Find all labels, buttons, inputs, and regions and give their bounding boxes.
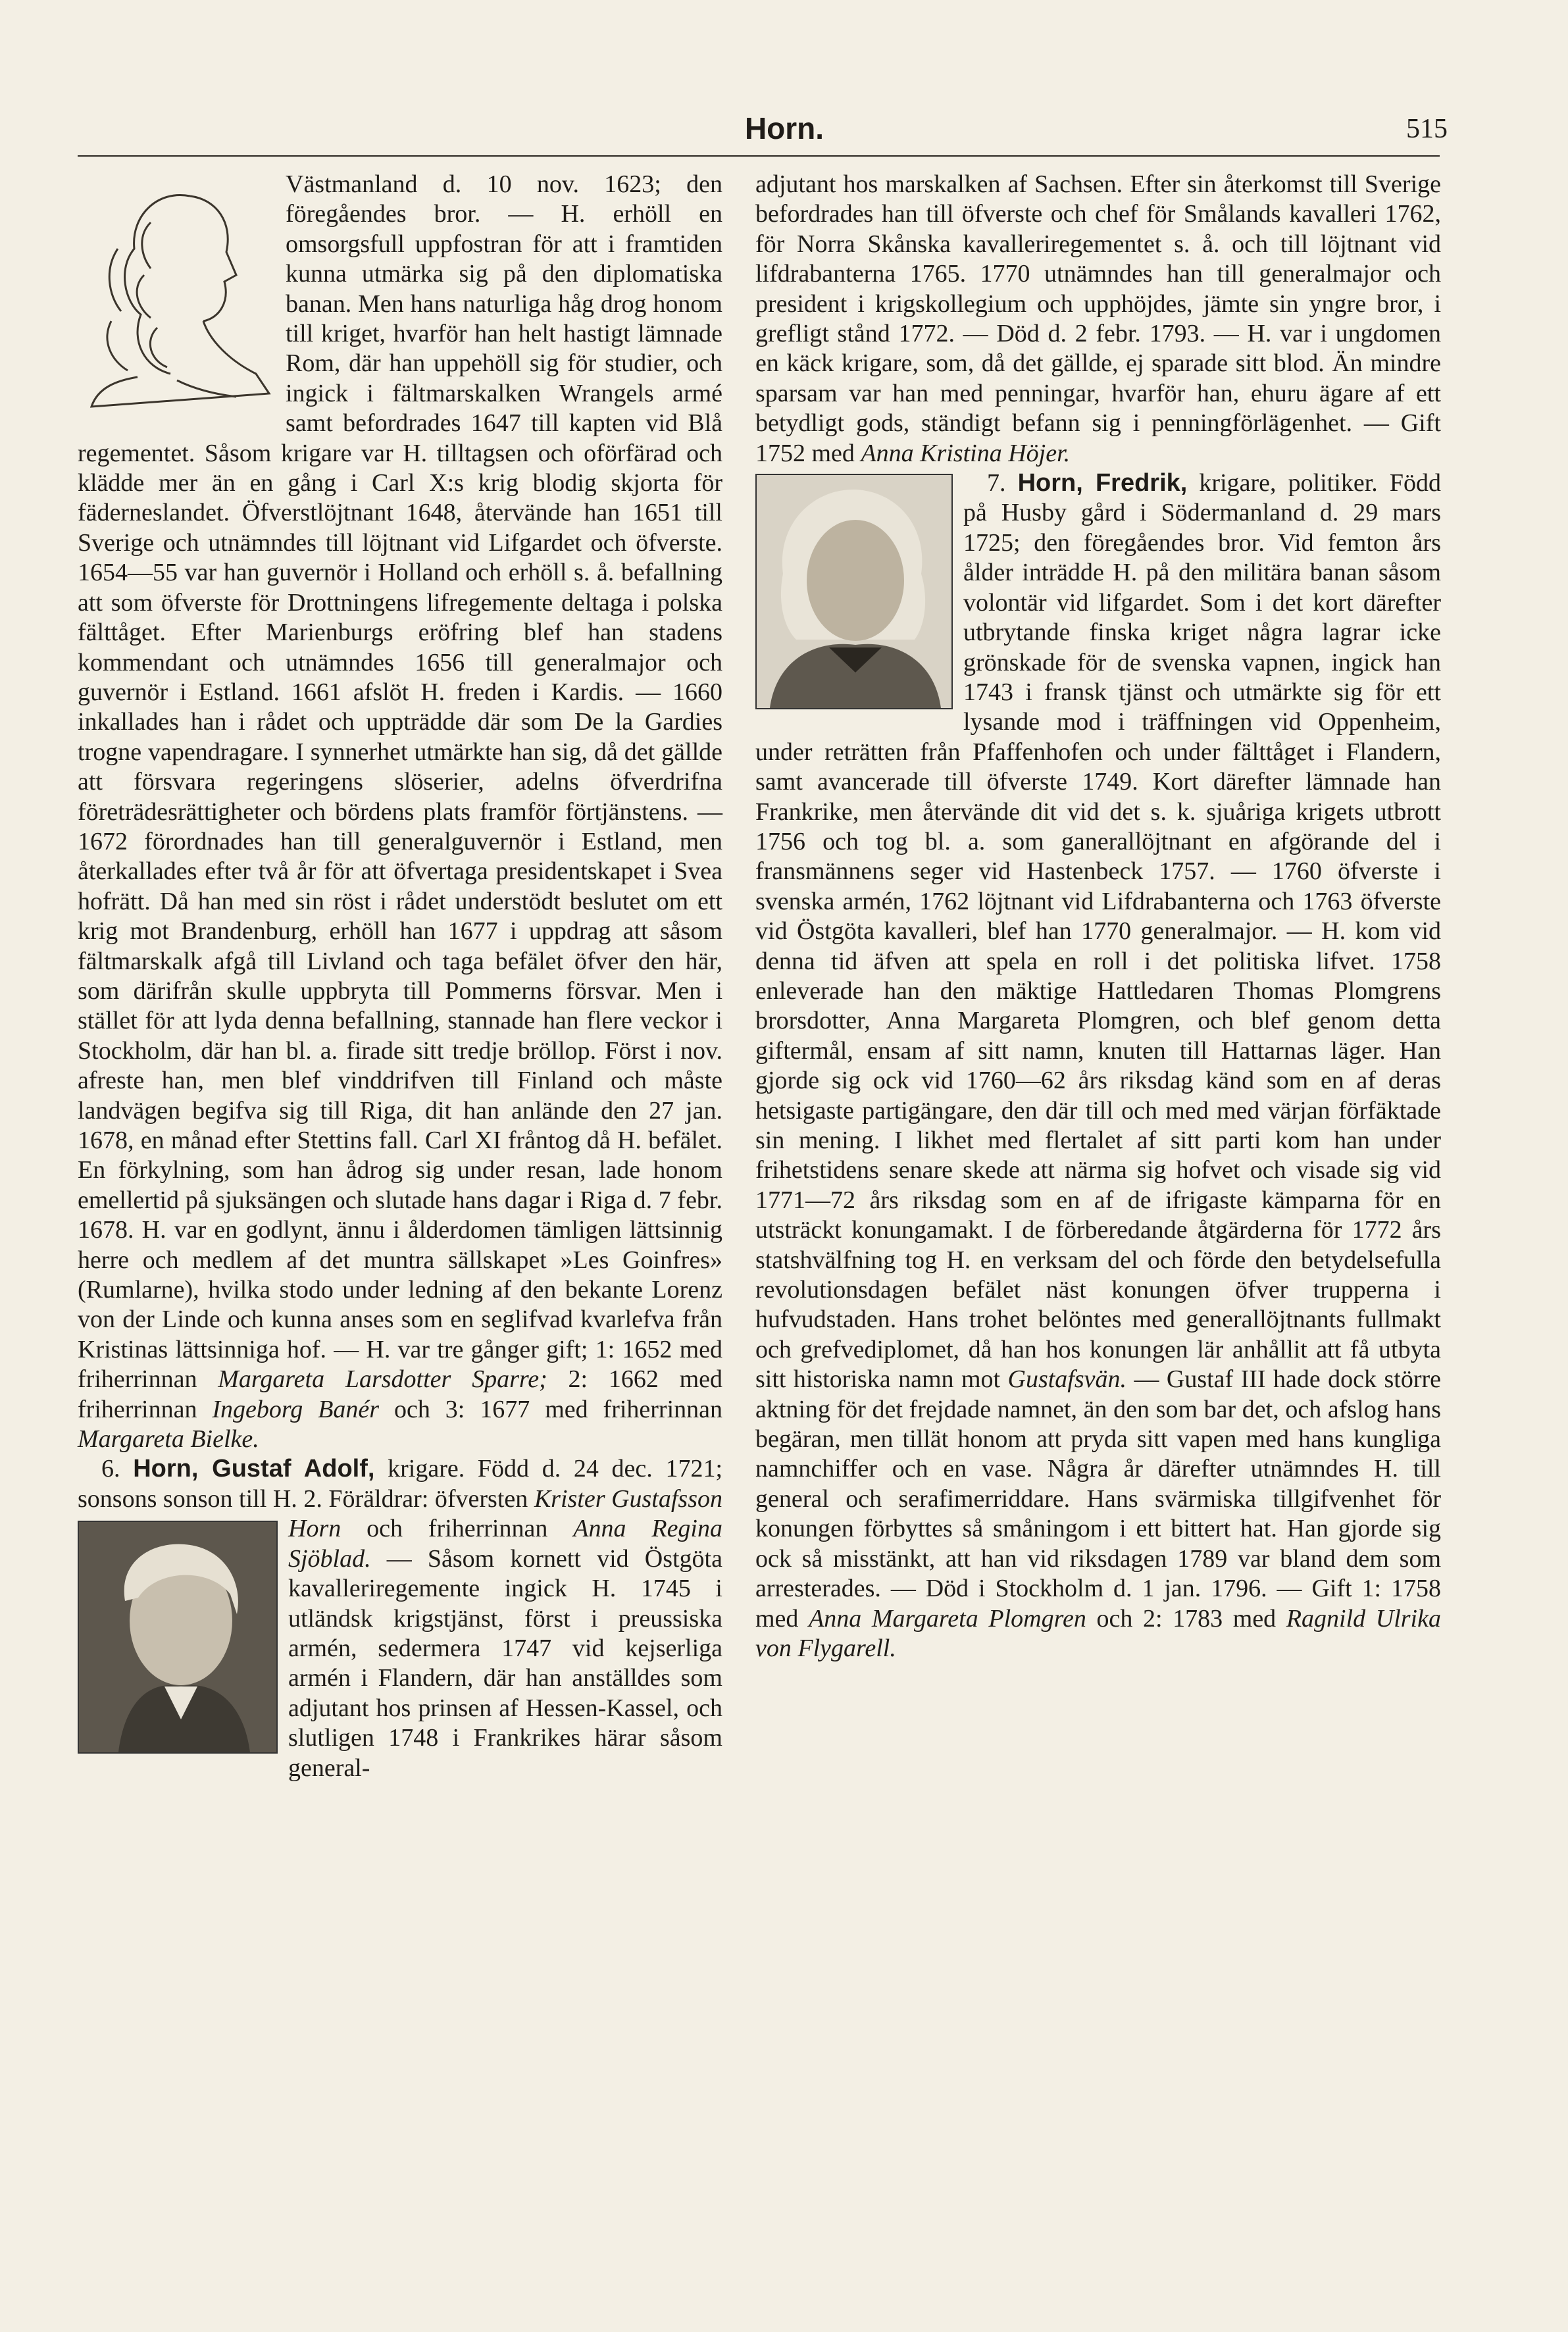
- entry-5-text: Västmanland d. 10 nov. 1623; den föregåendes bror. — H. erhöll en omsorgsfull uppfostran för att i framtiden kunna utmärka sig på den diplomatiska banan. Men hans naturliga håg drog honom till kriget, hvarför han helt hastigt lämnade Rom, där han uppehöll sig för studier, och ingick i fältmarskalken Wrangels armé samt befordrades 1647 till kapten vid Blå regementet. Såsom krigare var H. tilltagsen och oförfärad och klädde mer än en gång i Carl X:s krig blodig skjorta för fäderneslandet. Öfverstlöjtnant 1648, återvände han 1651 till Sverige och utnämndes till löjtnant vid Lifgardet och öfverste. 1654—55 var han guvernör i Holland och erhöll s. å. befallning att som öfverste för Drottningens lifregemente deltaga i polska fälttåget. Efter Marienburgs eröfring blef han stadens kommendant och utnämndes 1656 till generalmajor och guvernör i Estland. 1661 afslöt H. freden i Kardis. — 1660 inkallades han i rådet och uppträdde där som De la Gardies trogne vapendragare. I synnerhet utmärkte han sig, då det gällde att försvara regeringens slöserier, adelns öfverdrifna företrädesrättigheter och bördens plats framför förtjänstens. — 1672 förordnades han till generalguvernör i Estland, men återkallades efter två år för att öfvertaga presidentskapet i Svea hofrätt. Då han med sin röst i rådet understödt beslutet om ett krig mot Brandenburg, erhöll han 1677 i uppdrag att såsom fältmarskalk afgå till Livland och taga befälet öfver den här, som därifrån skulle uppbryta till Pommerns försvar. Men i stället för att lyda denna befallning, stannade han flere veckor i Stockholm, där han bl. a. firade sitt tredje bröllop. Först i nov. afreste han, men blef vinddrifven till Finland och måste landvägen begifva sig till Riga, dit han anlände den 27 jan. 1678, en månad efter Stettins fall. Carl XI fråntog då H. befälet. En förkylning, som han ådrog sig under resan, lade honom emellertid på sjuksängen och slutade hans dagar i Riga d. 7 febr. 1678. H. var en godlynt, ännu i ålderdomen tämligen lättsinnig herre och medlem af det muntra sällskapet »Les Goinfres» (Rumlarne), hvilka stodo under ledning af den bekante Lorenz von der Linde och kunna anses som en seglifvad kvarlefva från Kristinas lättsinniga hof. — H. var tre gånger gift; 1: 1652 med friherrinnan Margareta Larsdotter Sparre; 2: 1662 med friherrinnan Ingeborg Banér och 3: 1677 med friherrinnan Margareta Bielke.: [78, 170, 723, 1454]
- portrait-gustaf-adolf-horn: [78, 1521, 278, 1754]
- entry-6-text: 6. Horn, Gustaf Adolf, krigare. Född d. 24 dec. 1721; sonsons sonson till H. 2. Föräldrar: öfversten Krister Gustafsson Horn och friherrinnan Anna Regina Sjöblad. — Såsom kornett vid Östgöta kavalleriregemente ingick H. 1745 i utländsk krigstjänst, först i preussiska armén, sedermera 1747 vid kejserliga armén i Flandern, där han anställdes som adjutant hos prinsen af Hessen-Kassel, och slutligen 1748 i Frankrikes härar såsom general-: [78, 1455, 723, 1782]
- entry-6-continued: adjutant hos marskalken af Sachsen. Efter sin återkomst till Sverige befordrades han till öfverste och chef för Smålands kavalleri 1762, för Norra Skånska kavalleriregementet s. å. och till löjtnant vid lifdrabanterna 1765. 1770 utnämndes han till generalmajor och president i krigskollegium och upphöjdes, jämte sin yngre bror, i grefligt stånd 1772. — Död d. 2 febr. 1793. — H. var i ungdomen en käck krigare, som, då det gällde, ej sparade sitt blod. Än mindre sparsam var han med penningar, hvarför han, ehuru ägare af ett betydligt gods, ständigt befann sig i penningförlägenhet. — Gift 1752 med Anna Kristina Höjer.: [755, 170, 1441, 467]
- entry-number: 6.: [101, 1455, 120, 1483]
- portrait-head-icon: [79, 1522, 276, 1752]
- entry-name: Horn, Fredrik,: [1017, 469, 1188, 497]
- entry-name: Horn, Gustaf Adolf,: [133, 1455, 375, 1483]
- engraved-head-icon: [78, 170, 276, 420]
- right-column: [755, 170, 1441, 1663]
- entry-7-text: 7. Horn, Fredrik, krigare, politiker. Född på Husby gård i Södermanland d. 29 mars 1725; den föregåendes bror. Vid femton års ålder inträdde H. på den militära banan såsom volontär vid lifgardet. Som i det kort därefter utbrytande finska kriget några lagrar icke grönskade för de svenska vapnen, ingick han 1743 i fransk tjänst och utmärkte sig för ett lysande mod i träffningen vid Oppenheim, under reträtten från Pfaffenhofen och under fälttåget i Flandern, samt avancerade till öfverste 1749. Kort därefter lämnade han Frankrike, men återvände dit vid det s. k. sjuåriga krigets utbrott 1756 och tog bl. a. som ganerallöjtnant en afgörande del i fransmännens seger vid Hastenbeck 1757. — 1760 öfverste i svenska armén, 1762 löjtnant vid Lifdrabanterna och 1763 öfverste vid Östgöta kavalleri, blef han 1770 generalmajor. — H. kom vid denna tid äfven att spela en roll i det politiska lifvet. 1758 enleverade han den mäktige Hattledaren Thomas Plomgrens brorsdotter, Anna Margareta Plomgren, och blef genom detta giftermål, ensam af sitt namn, knuten till Hattarnas läger. Han gjorde sig ock vid 1760—62 års riksdag känd som en af deras hetsigaste partigängare, den där till och med med värjan förfäktade sin mening. I likhet med flertalet af sitt parti kom han under frihetstidens senare skede att närma sig hofvet och visade sig vid 1771—72 års riksdag som en af de ifrigaste kämparna för en utsträckt konungamakt. I de förberedande åtgärderna för 1772 års statshvälfning tog H. en verksam del och förde den betydelsefulla revolutionsdagen befälet näst konungen öfver trupperna i hufvudstaden. Hans trohet belöntes med generallöjtnants fullmakt och grefvediplomet, då han hos konungen lär anhållit att få utbyta sitt historiska namn mot Gustafsvän. — Gustaf III hade dock större aktning för det frejdade namnet, än den som bar det, och afslog hans begäran, men tillät honom att pryda sitt vapen med hans kungliga namnchiffer och en vase. Några år därefter utnämndes H. till general och serafimerriddare. Hans svärmiska tillgifvenhet för konungen förbyttes så småningom i ett bittert hat. Han gjorde sig ock så misstänkt, att han vid riksdagen 1789 var bland dem som arresterades. — Död i Stockholm d. 1 jan. 1796. — Gift 1: 1758 med Anna Margareta Plomgren och 2: 1783 med Ragnild Ulrika von Flygarell.: [755, 469, 1442, 1662]
- portrait-sketch-gustaf-horn: [78, 170, 276, 420]
- portrait-fredrik-horn: [755, 474, 953, 709]
- portrait-head-icon: [757, 475, 951, 708]
- page-number: 515: [1406, 114, 1448, 144]
- running-head: Horn.: [744, 111, 824, 145]
- left-column: [78, 170, 722, 1783]
- header-rule: [78, 155, 1440, 157]
- entry-number: 7.: [987, 469, 1006, 497]
